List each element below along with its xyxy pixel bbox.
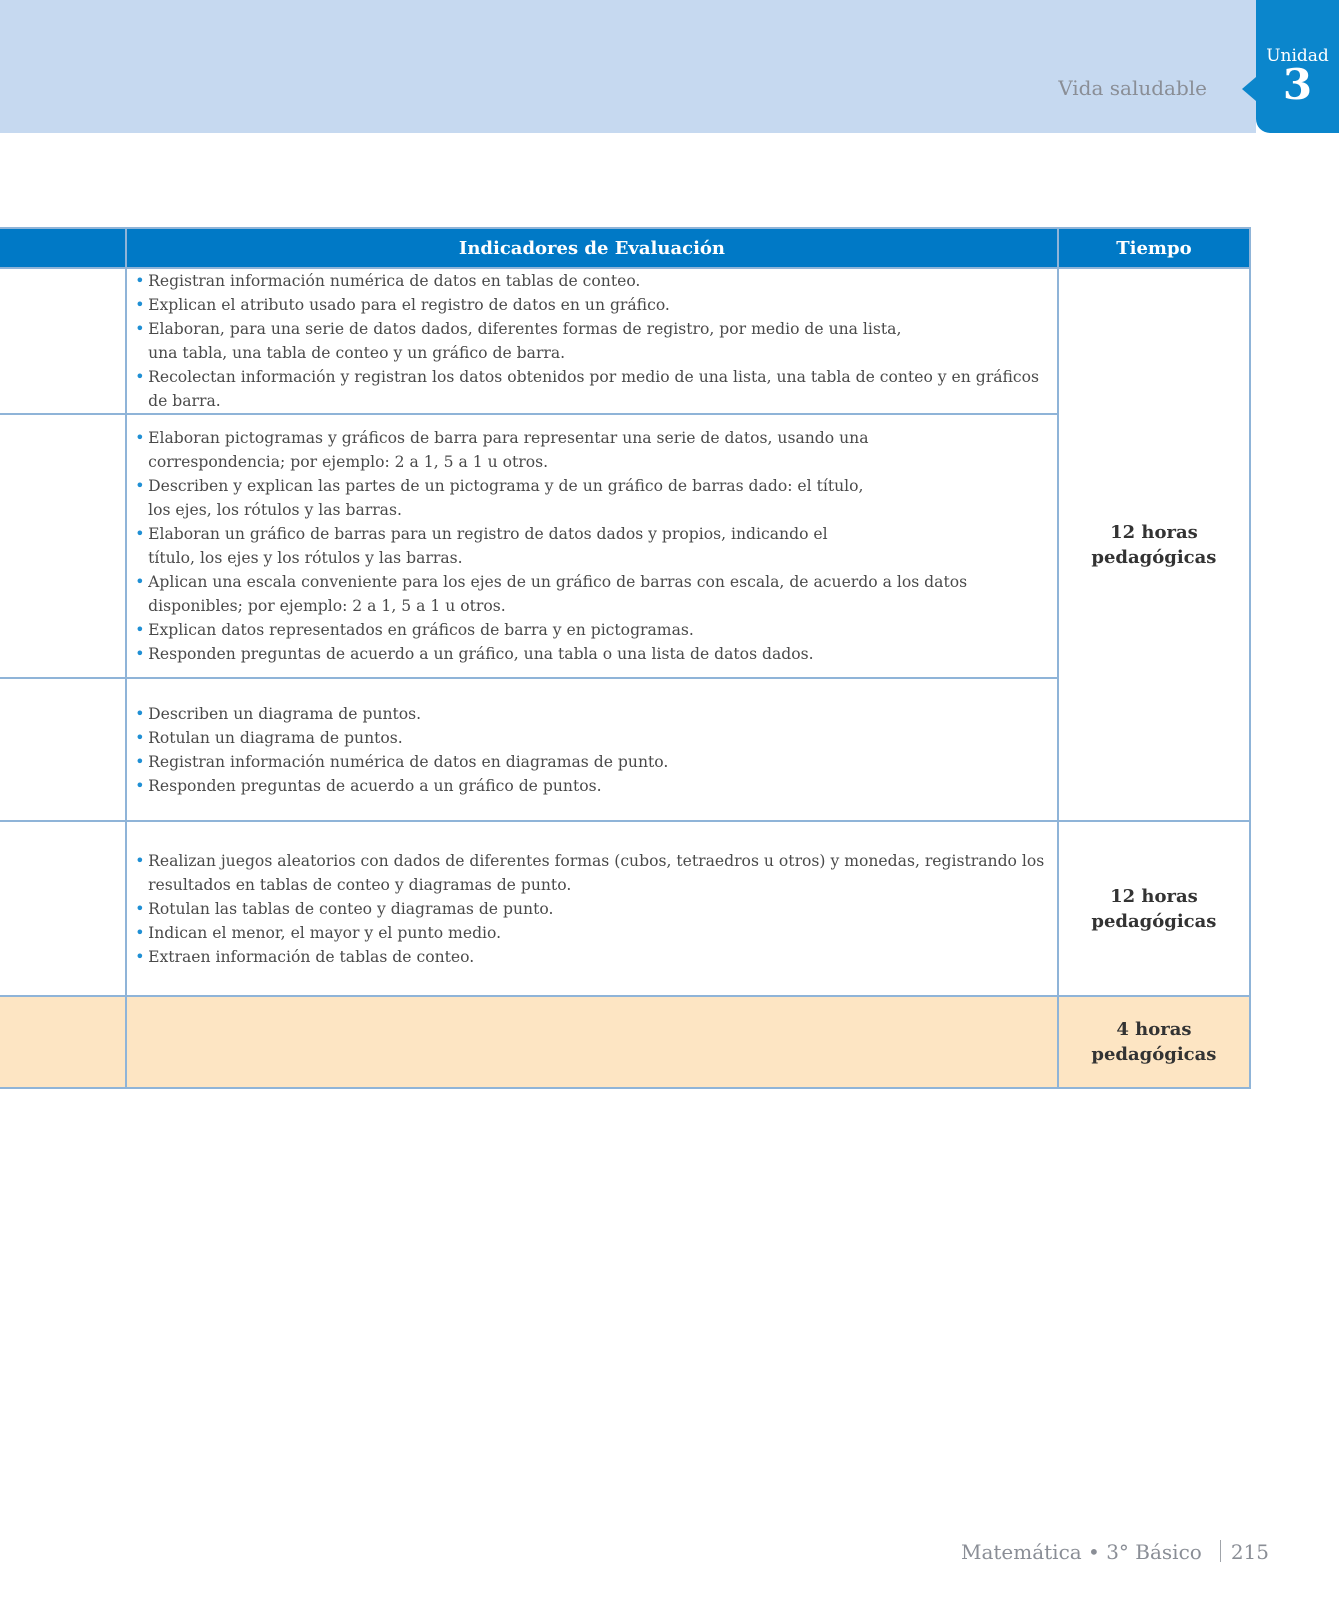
time-hours: 12 horas [1110, 885, 1198, 907]
row-left-cell [0, 996, 126, 1088]
time-hours: 12 horas [1110, 521, 1198, 543]
time-unit: pedagógicas [1091, 546, 1217, 568]
table-header-row [0, 228, 1250, 268]
indicator-item: • Indican el menor, el mayor y el punto medio. [148, 921, 1049, 945]
table-row-final [0, 996, 1250, 1088]
page-number: 215 [1230, 1540, 1269, 1564]
unit-label: Unidad [1266, 46, 1329, 66]
column-header-indicators: Indicadores de Evaluación [126, 228, 1058, 268]
indicators-cell-empty [126, 996, 1058, 1088]
indicator-list [127, 849, 1057, 969]
indicator-item: • Rotulan un diagrama de puntos. [148, 726, 1049, 750]
unit-number: 3 [1282, 60, 1313, 109]
indicator-item: • Describen y explican las partes de un pictograma y de un gráfico de barras dado: el título, los ejes, los rótulos y las barras. [148, 474, 1049, 522]
indicator-item: • Explican el atributo usado para el registro de datos en un gráfico. [148, 293, 1049, 317]
indicator-item: • Recolectan información y registran los datos obtenidos por medio de una lista, una tabla de conteo y en gráficos de barra. [148, 365, 1049, 413]
indicators-cell [126, 821, 1058, 996]
indicator-item: • Elaboran un gráfico de barras para un registro de datos dados y propios, indicando el título, los ejes y los rótulos y las barras. [148, 522, 1049, 570]
unit-tab [1256, 0, 1339, 133]
unit-title: Vida saludable [1058, 76, 1207, 100]
time-cell [1058, 821, 1250, 996]
column-header-left [0, 228, 126, 268]
indicator-item: • Aplican una escala conveniente para los ejes de un gráfico de barras con escala, de acuerdo a los datos disponibles; por ejemplo: 2 a 1, 5 a 1 u otros. [148, 570, 1049, 618]
footer-book-title: Matemática • 3° Básico [960, 1540, 1202, 1564]
row-left-cell [0, 414, 126, 678]
time-cell [1058, 268, 1250, 821]
indicators-cell [126, 414, 1058, 678]
page-footer [961, 1540, 1269, 1564]
indicator-item: • Registran información numérica de datos en diagramas de punto. [148, 750, 1049, 774]
indicator-item: • Extraen información de tablas de conteo. [148, 945, 1049, 969]
indicator-item: • Elaboran pictogramas y gráficos de barra para representar una serie de datos, usando una correspondencia; por ejemplo: 2 a 1, 5 a 1 u otros. [148, 426, 1049, 474]
row-left-cell [0, 821, 126, 996]
indicators-cell [126, 268, 1058, 414]
table-row [0, 821, 1250, 996]
indicator-item: • Responden preguntas de acuerdo a un gráfico, una tabla o una lista de datos dados. [148, 642, 1049, 666]
indicator-list [127, 426, 1057, 666]
row-left-cell [0, 678, 126, 821]
time-unit: pedagógicas [1091, 1044, 1217, 1065]
indicator-item: • Elaboran, para una serie de datos dados, diferentes formas de registro, por medio de una lista, una tabla, una tabla de conteo y un gráfico de barra. [148, 317, 1049, 365]
indicator-item: • Rotulan las tablas de conteo y diagramas de punto. [148, 897, 1049, 921]
time-hours: 4 horas [1116, 1019, 1192, 1040]
indicator-item: • Responden preguntas de acuerdo a un gráfico de puntos. [148, 774, 1049, 798]
row-left-cell [0, 268, 126, 414]
footer-separator [1220, 1540, 1221, 1562]
time-unit: pedagógicas [1091, 910, 1217, 932]
indicator-list [127, 269, 1057, 413]
indicator-list [127, 702, 1057, 798]
indicators-cell [126, 678, 1058, 821]
time-cell [1058, 996, 1250, 1088]
indicator-item: • Realizan juegos aleatorios con dados de diferentes formas (cubos, tetraedros u otros) y monedas, registrando los resultados en tablas de conteo y diagramas de punto. [148, 849, 1049, 897]
column-header-time: Tiempo [1058, 228, 1250, 268]
evaluation-table [0, 227, 1251, 1089]
indicator-item: • Describen un diagrama de puntos. [148, 702, 1049, 726]
indicator-item: • Registran información numérica de datos en tablas de conteo. [148, 269, 1049, 293]
header-band [0, 0, 1256, 133]
indicator-item: • Explican datos representados en gráficos de barra y en pictogramas. [148, 618, 1049, 642]
table-row [0, 268, 1250, 414]
